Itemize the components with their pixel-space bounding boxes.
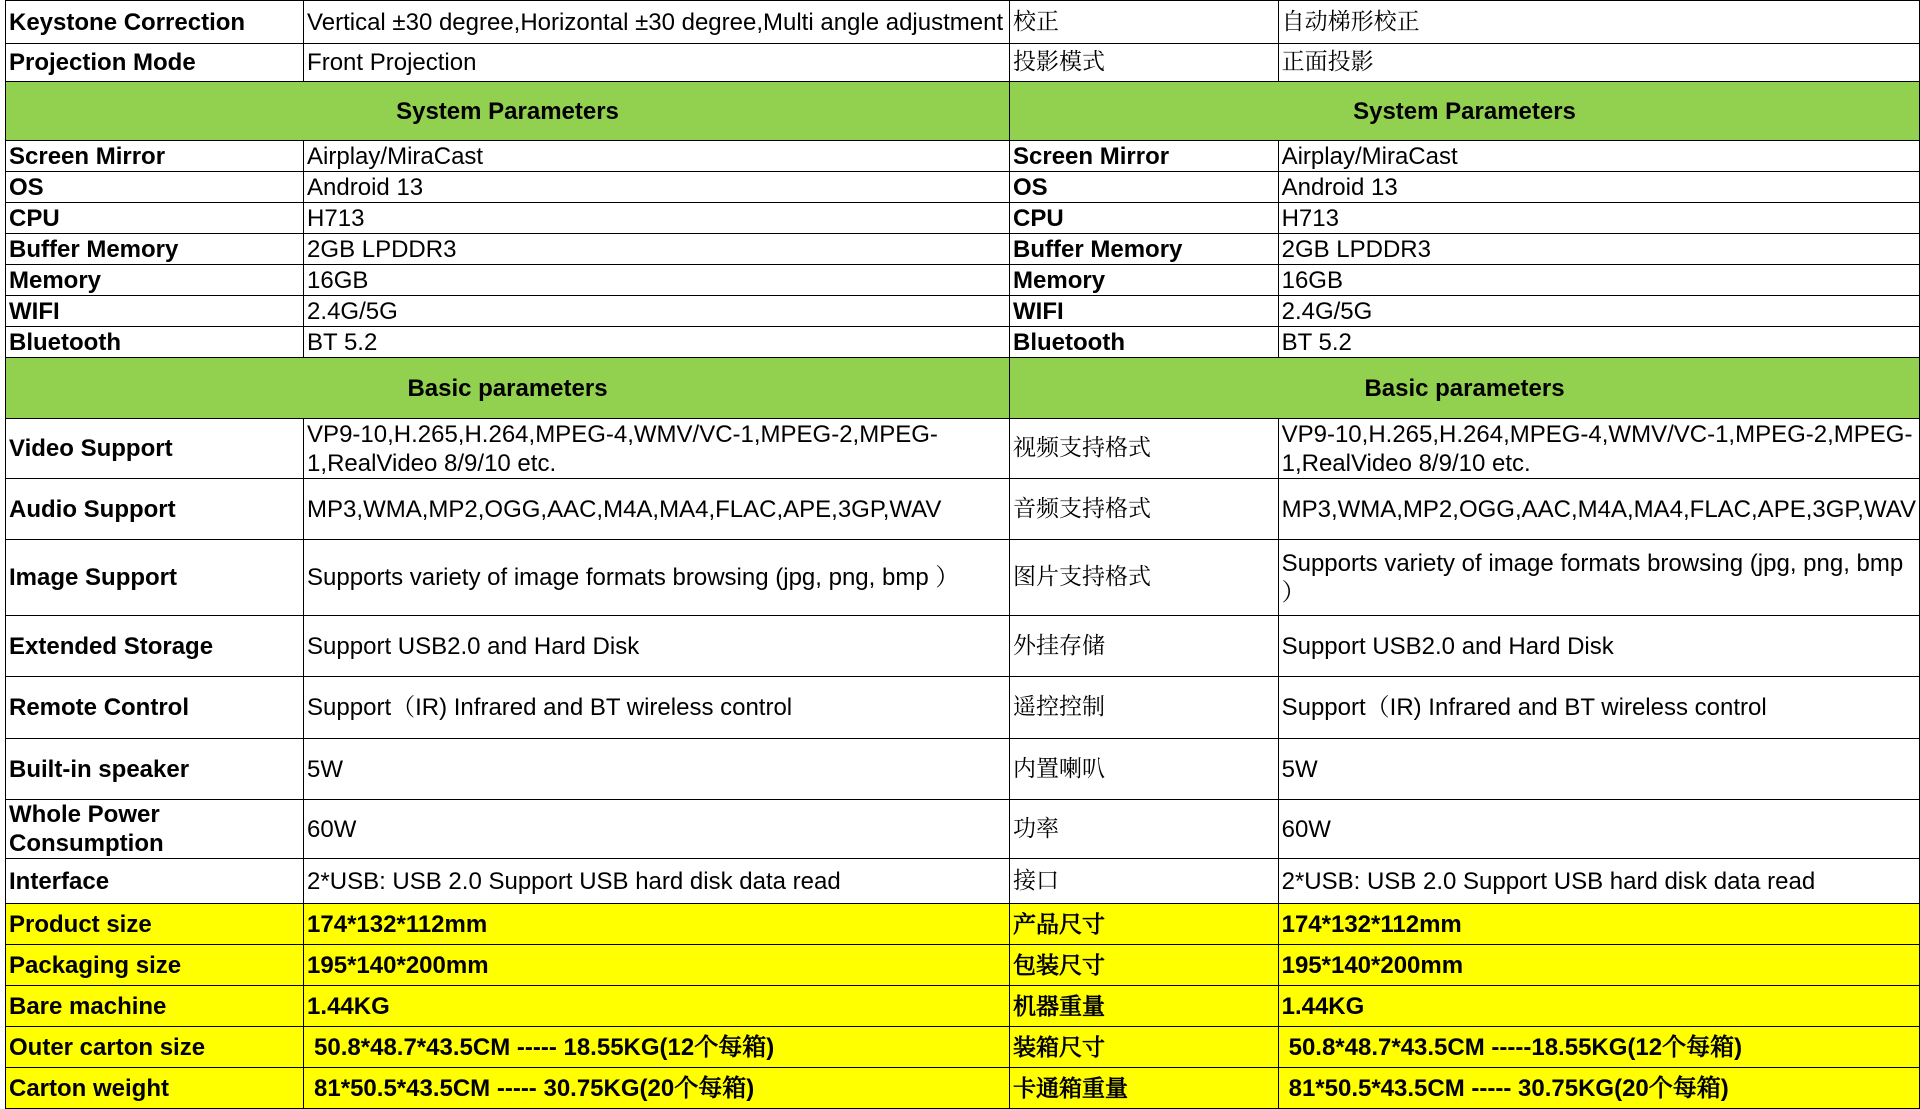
spec-value-cn: Support（IR) Infrared and BT wireless control: [1278, 677, 1919, 739]
spec-row: [6, 172, 1920, 203]
spec-label-en: Outer carton size: [6, 1027, 304, 1068]
spec-row: [6, 1027, 1920, 1068]
spec-value-en: Supports variety of image formats browsing (jpg, png, bmp ）: [304, 540, 1010, 616]
spec-value-en: 60W: [304, 800, 1010, 859]
spec-row: [6, 540, 1920, 616]
spec-label-cn: 装箱尺寸: [1010, 1027, 1279, 1068]
spec-label-cn: Bluetooth: [1010, 327, 1279, 358]
spec-label-en: Product size: [6, 904, 304, 945]
spec-value-cn: 60W: [1278, 800, 1919, 859]
section-header-left: Basic parameters: [6, 358, 1010, 419]
spec-label-en: Whole Power Consumption: [6, 800, 304, 859]
spec-value-en: Support USB2.0 and Hard Disk: [304, 616, 1010, 677]
spec-row: [6, 234, 1920, 265]
spec-value-en: 5W: [304, 739, 1010, 800]
spec-value-cn: 195*140*200mm: [1278, 945, 1919, 986]
spec-label-cn: 视频支持格式: [1010, 419, 1279, 479]
spec-label-cn: Memory: [1010, 265, 1279, 296]
section-header-right: Basic parameters: [1010, 358, 1920, 419]
spec-label-en: Built-in speaker: [6, 739, 304, 800]
spec-value-cn: 50.8*48.7*43.5CM -----18.55KG(12个每箱): [1278, 1027, 1919, 1068]
spec-value-cn: VP9-10,H.265,H.264,MPEG-4,WMV/VC-1,MPEG-2,MPEG-1,RealVideo 8/9/10 etc.: [1278, 419, 1919, 479]
spec-value-cn: Airplay/MiraCast: [1278, 141, 1919, 172]
section-header-left: System Parameters: [6, 82, 1010, 141]
spec-value-en: VP9-10,H.265,H.264,MPEG-4,WMV/VC-1,MPEG-2,MPEG-1,RealVideo 8/9/10 etc.: [304, 419, 1010, 479]
spec-label-en: Interface: [6, 859, 304, 904]
spec-row: [6, 904, 1920, 945]
spec-value-en: 16GB: [304, 265, 1010, 296]
spec-value-cn: BT 5.2: [1278, 327, 1919, 358]
spec-row: [6, 296, 1920, 327]
spec-row: [6, 1, 1920, 44]
spec-label-cn: 机器重量: [1010, 986, 1279, 1027]
spec-row: [6, 141, 1920, 172]
spec-label-en: Buffer Memory: [6, 234, 304, 265]
spec-label-cn: 外挂存储: [1010, 616, 1279, 677]
spec-label-en: Remote Control: [6, 677, 304, 739]
spec-row: [6, 677, 1920, 739]
spec-label-cn: OS: [1010, 172, 1279, 203]
spec-row: [6, 945, 1920, 986]
spec-label-cn: 图片支持格式: [1010, 540, 1279, 616]
spec-label-en: OS: [6, 172, 304, 203]
spec-value-cn: 174*132*112mm: [1278, 904, 1919, 945]
spec-value-en: 1.44KG: [304, 986, 1010, 1027]
spec-label-en: Bare machine: [6, 986, 304, 1027]
spec-table-body: [6, 1, 1920, 1109]
spec-label-cn: Buffer Memory: [1010, 234, 1279, 265]
section-header-right: System Parameters: [1010, 82, 1920, 141]
spec-value-en: 50.8*48.7*43.5CM ----- 18.55KG(12个每箱): [304, 1027, 1010, 1068]
spec-label-en: WIFI: [6, 296, 304, 327]
spec-value-en: 174*132*112mm: [304, 904, 1010, 945]
spec-row: [6, 203, 1920, 234]
spec-value-en: Support（IR) Infrared and BT wireless control: [304, 677, 1010, 739]
spec-label-cn: CPU: [1010, 203, 1279, 234]
spec-label-cn: 功率: [1010, 800, 1279, 859]
spec-label-en: CPU: [6, 203, 304, 234]
section-header-row: [6, 358, 1920, 419]
spec-value-en: 2.4G/5G: [304, 296, 1010, 327]
spec-value-cn: Support USB2.0 and Hard Disk: [1278, 616, 1919, 677]
spec-label-cn: 卡通箱重量: [1010, 1068, 1279, 1109]
spec-label-en: Projection Mode: [6, 44, 304, 82]
spec-label-cn: 音频支持格式: [1010, 479, 1279, 540]
spec-label-en: Video Support: [6, 419, 304, 479]
spec-value-en: 2*USB: USB 2.0 Support USB hard disk data read: [304, 859, 1010, 904]
spec-label-cn: 遥控控制: [1010, 677, 1279, 739]
spec-label-en: Audio Support: [6, 479, 304, 540]
spec-row: [6, 739, 1920, 800]
spec-value-cn: 81*50.5*43.5CM ----- 30.75KG(20个每箱): [1278, 1068, 1919, 1109]
spec-label-en: Packaging size: [6, 945, 304, 986]
spec-value-cn: 自动梯形校正: [1278, 1, 1919, 44]
spec-row: [6, 859, 1920, 904]
section-header-row: [6, 82, 1920, 141]
spec-table: [5, 0, 1920, 1109]
spec-row: [6, 265, 1920, 296]
spec-value-en: H713: [304, 203, 1010, 234]
spec-row: [6, 1068, 1920, 1109]
spec-value-cn: Android 13: [1278, 172, 1919, 203]
spec-value-cn: MP3,WMA,MP2,OGG,AAC,M4A,MA4,FLAC,APE,3GP,WAV: [1278, 479, 1919, 540]
spec-value-cn: 16GB: [1278, 265, 1919, 296]
spec-label-en: Screen Mirror: [6, 141, 304, 172]
spec-label-cn: 校正: [1010, 1, 1279, 44]
spec-label-cn: Screen Mirror: [1010, 141, 1279, 172]
spec-value-cn: H713: [1278, 203, 1919, 234]
spec-value-cn: 2GB LPDDR3: [1278, 234, 1919, 265]
spec-label-cn: 产品尺寸: [1010, 904, 1279, 945]
spec-label-cn: 内置喇叭: [1010, 739, 1279, 800]
spec-value-cn: 5W: [1278, 739, 1919, 800]
spec-value-cn: 2.4G/5G: [1278, 296, 1919, 327]
spec-label-cn: WIFI: [1010, 296, 1279, 327]
spec-row: [6, 616, 1920, 677]
spec-value-en: BT 5.2: [304, 327, 1010, 358]
spec-label-en: Carton weight: [6, 1068, 304, 1109]
spec-value-en: 81*50.5*43.5CM ----- 30.75KG(20个每箱): [304, 1068, 1010, 1109]
spec-row: [6, 44, 1920, 82]
spec-row: [6, 800, 1920, 859]
spec-value-cn: 2*USB: USB 2.0 Support USB hard disk data read: [1278, 859, 1919, 904]
spec-label-cn: 包装尺寸: [1010, 945, 1279, 986]
spec-value-en: 195*140*200mm: [304, 945, 1010, 986]
spec-value-en: Vertical ±30 degree,Horizontal ±30 degree,Multi angle adjustment: [304, 1, 1010, 44]
spec-label-en: Memory: [6, 265, 304, 296]
spec-row: [6, 327, 1920, 358]
spec-label-cn: 投影模式: [1010, 44, 1279, 82]
spec-value-en: Airplay/MiraCast: [304, 141, 1010, 172]
spec-value-cn: 1.44KG: [1278, 986, 1919, 1027]
spec-value-en: MP3,WMA,MP2,OGG,AAC,M4A,MA4,FLAC,APE,3GP,WAV: [304, 479, 1010, 540]
spec-label-en: Keystone Correction: [6, 1, 304, 44]
spec-row: [6, 986, 1920, 1027]
spec-value-en: 2GB LPDDR3: [304, 234, 1010, 265]
spec-label-en: Image Support: [6, 540, 304, 616]
spec-value-en: Front Projection: [304, 44, 1010, 82]
spec-value-cn: 正面投影: [1278, 44, 1919, 82]
spec-value-cn: Supports variety of image formats browsing (jpg, png, bmp ）: [1278, 540, 1919, 616]
spec-label-en: Bluetooth: [6, 327, 304, 358]
spec-row: [6, 419, 1920, 479]
spec-label-en: Extended Storage: [6, 616, 304, 677]
spec-label-cn: 接口: [1010, 859, 1279, 904]
spec-row: [6, 479, 1920, 540]
spec-value-en: Android 13: [304, 172, 1010, 203]
